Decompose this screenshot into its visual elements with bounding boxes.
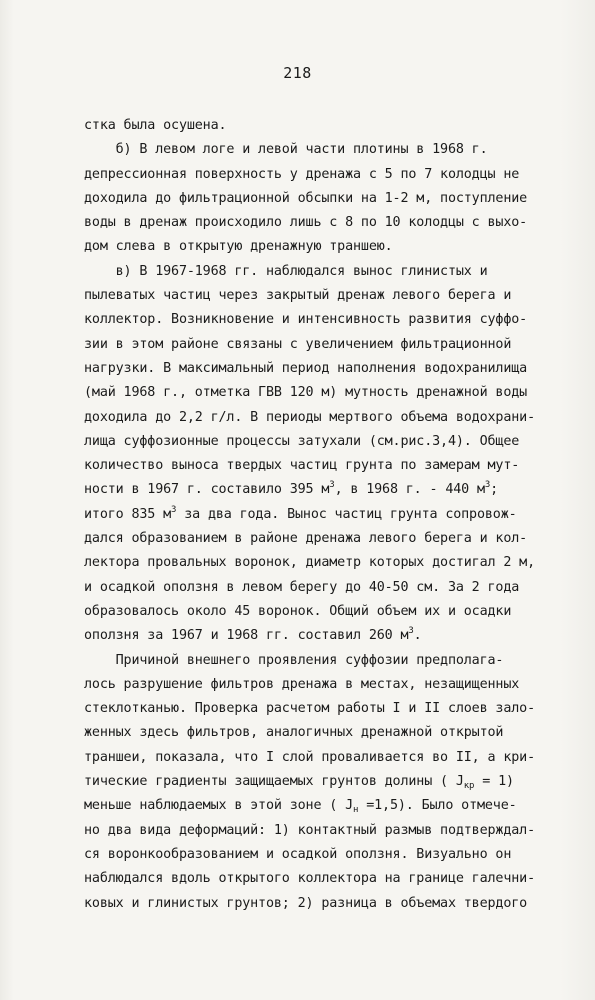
text-line [84, 503, 584, 527]
body-text [84, 114, 584, 916]
text-line [84, 114, 584, 138]
text-fragment: доходила до 2,2 г/л. В периоды мертвого объема водохрани- [84, 409, 535, 425]
page-number: 218 [283, 64, 312, 82]
superscript: 3 [408, 626, 414, 637]
text-fragment: и осадкой оползня в левом берегу до 40-50 см. За 2 года [84, 579, 520, 595]
text-line [84, 819, 584, 843]
text-line [84, 770, 584, 794]
text-fragment: доходила до фильтрационной обсыпки на 1-2 м, поступление [84, 190, 528, 206]
text-line [84, 794, 584, 818]
text-fragment: лось разрушение фильтров дренажа в местах, незащищенных [84, 676, 520, 692]
text-line [84, 454, 584, 478]
text-fragment: но два вида деформаций: 1) контактный размыв подтверждал- [84, 822, 535, 838]
text-fragment: ся воронкообразованием и осадкой оползня. Визуально он [84, 846, 512, 862]
text-fragment: пылеватых частиц через закрытый дренаж левого берега и [84, 288, 512, 304]
text-fragment: = 1) [474, 774, 514, 790]
text-fragment: дался образованием в районе дренажа левого берега и кол- [84, 531, 528, 547]
text-fragment: траншеи, показала, что I слой проваливается во II, а кри- [84, 749, 535, 765]
text-line [84, 892, 584, 916]
text-line [84, 843, 584, 867]
text-fragment: стка была осушена. [84, 118, 227, 133]
text-line [84, 357, 584, 381]
text-line [84, 430, 584, 454]
text-fragment: Причиной внешнего проявления суффозии предполага- [84, 652, 504, 668]
text-line [84, 867, 584, 891]
text-fragment: итого 835 м [84, 506, 172, 522]
text-fragment: ковых и глинистых грунтов; 2) разница в объемах твердого [84, 895, 528, 911]
text-fragment: образовалось около 45 воронок. Общий объем их и осадки [84, 603, 512, 619]
text-fragment: тические градиенты защищаемых грунтов долины ( J [84, 774, 464, 790]
text-line [84, 746, 584, 770]
text-line [84, 551, 584, 575]
text-fragment: женных здесь фильтров, аналогичных дренажной открытой [84, 725, 504, 741]
text-fragment: количество выноса твердых частиц грунта по замерам мут- [84, 458, 520, 474]
text-fragment: =1,5). Было отмече- [358, 798, 517, 814]
text-line [84, 211, 584, 235]
text-line [84, 624, 584, 648]
text-fragment: (май 1968 г., отметка ГВВ 120 м) мутность дренажной воды [84, 385, 528, 401]
superscript: 3 [171, 504, 177, 515]
text-fragment: коллектор. Возникновение и интенсивность развития суффо- [84, 312, 528, 328]
text-line [84, 260, 584, 284]
text-fragment: меньше наблюдаемых в этой зоне ( J [84, 798, 354, 814]
text-fragment: ности в 1967 г. составило 395 м [84, 482, 330, 498]
text-line [84, 308, 584, 332]
text-line [84, 721, 584, 745]
text-fragment: ; [490, 482, 499, 498]
text-fragment: дом слева в открытую дренажную траншею. [84, 239, 393, 255]
text-fragment: наблюдался вдоль открытого коллектора на границе галечни- [84, 871, 535, 887]
text-fragment: нагрузки. В максимальный период наполнения водохранилища [84, 360, 528, 376]
subscript: кр [463, 781, 475, 792]
text-fragment: оползня за 1967 и 1968 гг. составил 260 м [84, 628, 409, 644]
text-line [84, 527, 584, 551]
text-fragment: за два года. Вынос частиц грунта сопровож- [176, 506, 517, 522]
text-line [84, 697, 584, 721]
subscript: н [353, 805, 359, 816]
text-fragment: стеклотканью. Проверка расчетом работы I и II слоев зало- [84, 701, 535, 717]
text-fragment: лища суффозионные процессы затухали (см.рис.3,4). Общее [84, 433, 520, 449]
text-line [84, 163, 584, 187]
text-fragment: зии в этом районе связаны с увеличением фильтрационной [84, 336, 512, 352]
text-line [84, 576, 584, 600]
text-fragment: воды в дренаж происходило лишь с 8 по 10 колодцы с выхо- [84, 215, 528, 231]
text-fragment: лектора провальных воронок, диаметр которых достигал 2 м, [84, 555, 535, 571]
text-line [84, 138, 584, 162]
text-line [84, 235, 584, 259]
text-fragment: депрессионная поверхность у дренажа с 5 по 7 колодцы не [84, 166, 520, 182]
superscript: 3 [329, 480, 335, 491]
text-line [84, 406, 584, 430]
text-line [84, 600, 584, 624]
text-fragment: в) В 1967-1968 гг. наблюдался вынос глинистых и [84, 263, 488, 279]
text-line [84, 284, 584, 308]
text-line [84, 649, 584, 673]
text-fragment: , в 1968 г. - 440 м [334, 482, 485, 498]
text-fragment: б) В левом логе и левой части плотины в 1968 г. [84, 142, 488, 158]
text-line [84, 333, 584, 357]
superscript: 3 [484, 480, 491, 491]
text-line [84, 673, 584, 697]
text-fragment: . [413, 628, 422, 644]
text-line [84, 478, 584, 502]
text-line [84, 187, 584, 211]
text-line [84, 381, 584, 405]
